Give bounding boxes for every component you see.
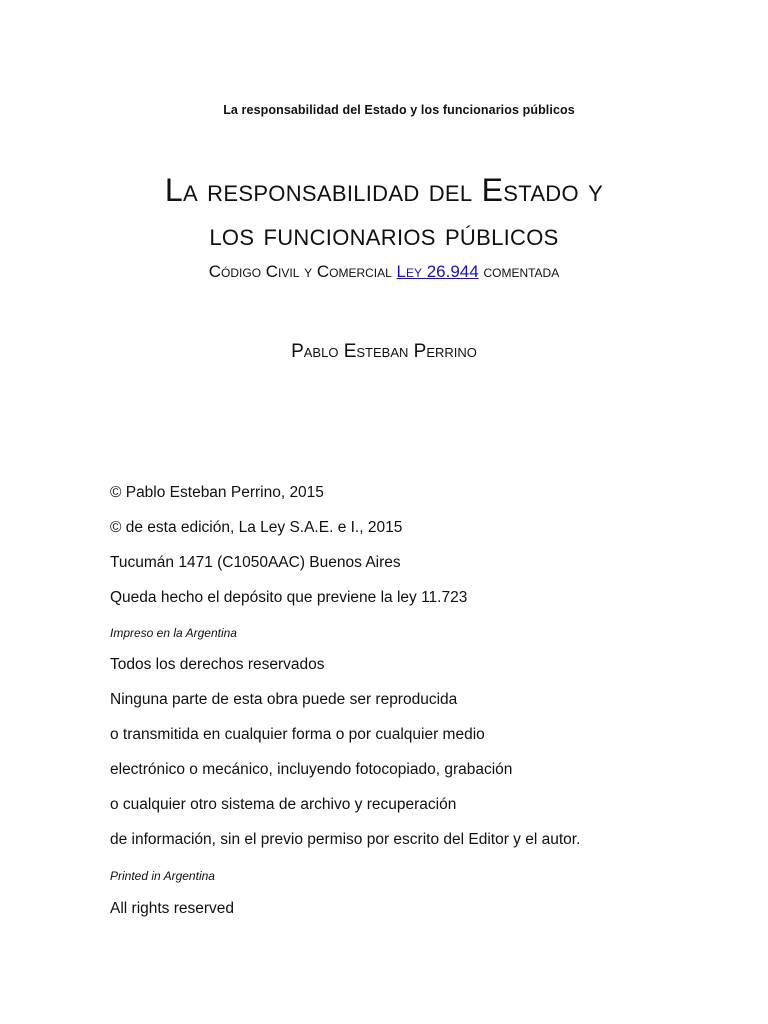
rights-notice-line-2: o transmitida en cualquier forma o por cualquier medio	[110, 726, 485, 743]
copyright-author: © Pablo Esteban Perrino, 2015	[110, 484, 324, 501]
book-author: Pablo Esteban Perrino	[291, 341, 477, 362]
book-title	[0, 168, 768, 256]
rights-notice-line-4: o cualquier otro sistema de archivo y recuperación	[110, 796, 457, 813]
book-title-line-1: La responsabilidad del Estado y	[164, 172, 604, 208]
running-header: La responsabilidad del Estado y los funcionarios públicos	[223, 103, 575, 117]
book-title-line-2: los funcionarios públicos	[209, 216, 559, 252]
rights-notice-line-5: de información, sin el previo permiso por escrito del Editor y el autor.	[110, 831, 581, 848]
printed-in-argentina-en: Printed in Argentina	[110, 869, 215, 883]
printed-in-argentina-es: Impreso en la Argentina	[110, 626, 237, 640]
rights-reserved-es: Todos los derechos reservados	[110, 656, 325, 673]
legal-deposit: Queda hecho el depósito que previene la ley 11.723	[110, 589, 468, 606]
subtitle-prefix: Código Civil y Comercial	[208, 262, 397, 281]
rights-notice-line-1: Ninguna parte de esta obra puede ser reproducida	[110, 691, 458, 708]
publisher-address: Tucumán 1471 (C1050AAC) Buenos Aires	[110, 554, 401, 571]
rights-notice-line-3: electrónico o mecánico, incluyendo fotocopiado, grabación	[110, 761, 513, 778]
rights-reserved-en: All rights reserved	[110, 900, 235, 917]
subtitle-suffix: comentada	[478, 262, 560, 281]
copyright-edition: © de esta edición, La Ley S.A.E. e I., 2015	[110, 519, 403, 536]
ley-link[interactable]: Ley 26.944	[396, 262, 479, 281]
book-subtitle	[0, 262, 768, 282]
